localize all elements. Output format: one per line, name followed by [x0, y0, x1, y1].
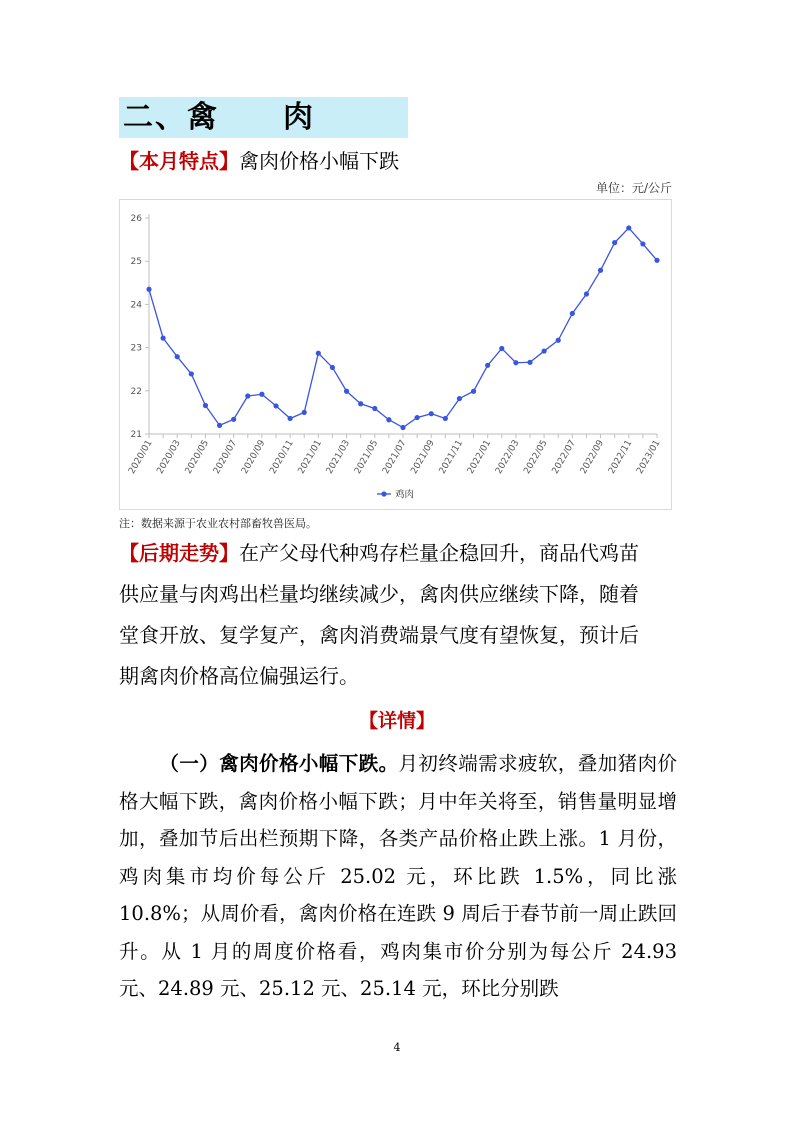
page-number: 4 — [393, 1041, 401, 1054]
data-point — [175, 354, 180, 359]
data-point — [429, 411, 434, 416]
x-tick-label: 2020/11 — [268, 438, 296, 476]
data-point — [146, 287, 151, 292]
x-tick-label: 2021/03 — [324, 438, 353, 476]
data-point — [273, 403, 278, 408]
data-point — [245, 393, 250, 398]
outlook-label: 【后期走势】 — [119, 541, 239, 565]
x-tick-label: 2020/01 — [127, 438, 155, 476]
chart-container — [119, 199, 672, 510]
data-point — [513, 360, 518, 365]
data-point — [626, 225, 631, 230]
series-line — [149, 228, 657, 428]
data-point — [443, 416, 448, 421]
data-point — [372, 406, 377, 411]
x-tick-label: 2022/03 — [494, 438, 522, 476]
x-tick-label: 2021/11 — [437, 438, 466, 476]
outlook-line-3: 堂食开放、复学复产，禽肉消费端景气度有望恢复，预计后 — [119, 623, 639, 647]
legend-label: 鸡肉 — [395, 489, 415, 501]
data-point — [386, 417, 391, 422]
outlook-text-1: 在产父母代种鸡存栏量企稳回升，商品代鸡苗 — [239, 541, 639, 565]
data-point — [485, 363, 490, 368]
data-point — [400, 425, 405, 430]
data-point — [161, 335, 166, 340]
data-point — [217, 423, 222, 428]
line-chart — [120, 200, 671, 509]
x-tick-label: 2021/07 — [381, 438, 409, 476]
data-point — [203, 403, 208, 408]
data-point — [556, 338, 561, 343]
data-point — [189, 371, 194, 376]
y-tick-label: 21 — [130, 430, 142, 440]
data-point — [542, 348, 547, 353]
data-point — [316, 351, 321, 356]
y-tick-label: 23 — [130, 343, 142, 354]
x-tick-label: 2022/01 — [465, 438, 494, 476]
detail-paragraph: 月初终端需求疲软，叠加猪肉价格大幅下跌，禽肉价格小幅下跌；月中年关将至，销售量明显增加，叠加节后出栏预期下降，各类产品价格止跌上涨。1 月份，鸡肉集市均价每公斤 25.02 元，环比跌 1.5%，同比涨 10.8%；从周价看，禽肉价格在连跌 9 周后于春节前一周止跌回升。从 1 月的周度价格看，鸡肉集市价分别为每公斤 24.93 元、24.89 元、25.12 元、25.14 元，环比分别跌 — [119, 752, 677, 1000]
feature-line — [119, 148, 399, 174]
data-point — [499, 346, 504, 351]
x-tick-label: 2020/03 — [155, 438, 183, 476]
x-tick-label: 2020/07 — [211, 438, 240, 476]
feature-label: 【本月特点】 — [119, 149, 239, 173]
x-tick-label: 2022/07 — [550, 438, 578, 476]
data-point — [612, 240, 617, 245]
outlook-line-2: 供应量与肉鸡出栏量均继续减少，禽肉供应继续下降，随着 — [119, 582, 639, 606]
data-point — [330, 365, 335, 370]
detail-title: 【详情】 — [358, 710, 435, 732]
y-tick-label: 24 — [130, 300, 142, 311]
data-point — [344, 389, 349, 394]
x-tick-label: 2020/09 — [240, 438, 268, 476]
feature-text: 禽肉价格小幅下跌 — [239, 149, 399, 173]
data-point — [259, 392, 264, 397]
data-point — [471, 389, 476, 394]
legend-marker — [381, 491, 386, 496]
outlook-line-4: 期禽肉价格高位偏强运行。 — [119, 664, 359, 688]
data-point — [302, 410, 307, 415]
data-point — [570, 311, 575, 316]
x-tick-label: 2022/05 — [522, 438, 550, 476]
x-tick-label: 2021/05 — [353, 438, 381, 476]
x-tick-label: 2023/01 — [635, 438, 663, 476]
data-point — [640, 241, 645, 246]
source-note: 注：数据来源于农业农村部畜牧兽医局。 — [119, 517, 317, 530]
data-point — [654, 258, 659, 263]
unit-label: 单位：元/公斤 — [595, 181, 672, 195]
y-tick-label: 26 — [130, 214, 142, 224]
x-tick-label: 2020/05 — [183, 438, 212, 476]
outlook-line-1 — [119, 535, 677, 572]
detail-heading: （一）禽肉价格小幅下跌。 — [159, 752, 399, 775]
data-point — [358, 401, 363, 406]
data-point — [288, 416, 293, 421]
y-tick-label: 22 — [130, 386, 142, 397]
data-point — [527, 360, 532, 365]
x-tick-label: 2021/01 — [296, 438, 324, 476]
data-point — [457, 396, 462, 401]
y-tick-label: 25 — [130, 257, 142, 268]
detail-body — [119, 745, 677, 1008]
data-point — [231, 417, 236, 422]
data-point — [598, 268, 603, 273]
data-point — [415, 415, 420, 420]
x-tick-label: 2021/09 — [409, 438, 437, 476]
x-tick-label: 2022/11 — [607, 438, 635, 476]
x-tick-label: 2022/09 — [578, 438, 607, 476]
data-point — [584, 291, 589, 296]
section-title: 二、禽 肉 — [119, 97, 408, 138]
